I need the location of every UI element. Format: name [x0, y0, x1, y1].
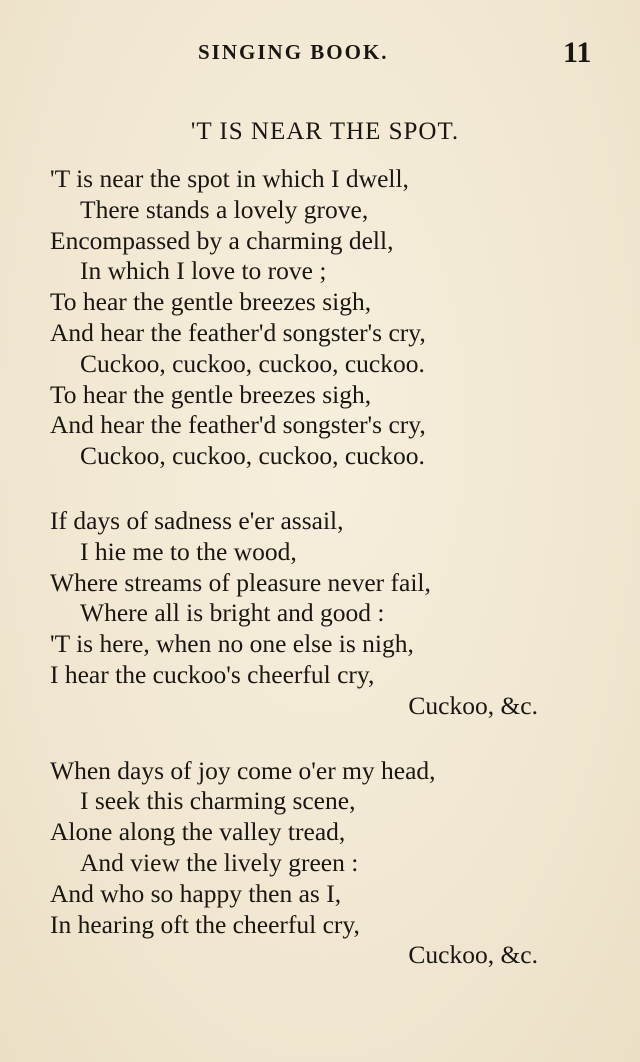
poem-line: 'T is here, when no one else is nigh,	[50, 629, 414, 659]
poem-line: 'T is near the spot in which I dwell,	[50, 164, 409, 193]
poem-line: And hear the feather'd songster's cry,	[50, 317, 426, 347]
poem-line: And who so happy then as I,	[50, 878, 342, 908]
page-number: 11	[563, 36, 592, 69]
poem-line: Where all is bright and good :	[80, 598, 385, 628]
poem-body	[50, 164, 590, 971]
poem-line-refrain: Cuckoo, &c.	[408, 940, 538, 970]
poem-line-refrain: Cuckoo, &c.	[408, 690, 538, 720]
poem-title: 'T IS NEAR THE SPOT.	[190, 118, 460, 145]
running-head	[0, 36, 640, 72]
stanza-3	[50, 756, 590, 972]
poem-line: I seek this charming scene,	[80, 786, 356, 816]
poem-line: And hear the feather'd songster's cry,	[50, 410, 426, 440]
poem-line: I hie me to the wood,	[80, 536, 297, 566]
poem-line: Cuckoo, cuckoo, cuckoo, cuckoo.	[80, 348, 425, 378]
stanza-1	[50, 164, 590, 472]
poem-line: In hearing oft the cheerful cry,	[50, 909, 360, 939]
poem-line: To hear the gentle breezes sigh,	[50, 379, 372, 409]
poem-line: I hear the cuckoo's cheerful cry,	[50, 659, 375, 689]
poem-line: If days of sadness e'er assail,	[50, 505, 344, 535]
poem-line: And view the lively green :	[80, 847, 359, 877]
poem-line: To hear the gentle breezes sigh,	[50, 287, 372, 317]
poem-line: Cuckoo, cuckoo, cuckoo, cuckoo.	[80, 441, 425, 471]
poem-line: There stands a lovely grove,	[80, 194, 369, 224]
poem-line: Alone along the valley tread,	[50, 817, 346, 847]
running-title: SINGING BOOK.	[198, 40, 389, 64]
stanza-2	[50, 506, 590, 722]
poem-line: When days of joy come o'er my head,	[50, 755, 436, 785]
poem-line: Encompassed by a charming dell,	[50, 225, 394, 255]
poem-line: Where streams of pleasure never fail,	[50, 567, 431, 597]
poem-line: In which I love to rove ;	[80, 256, 327, 286]
